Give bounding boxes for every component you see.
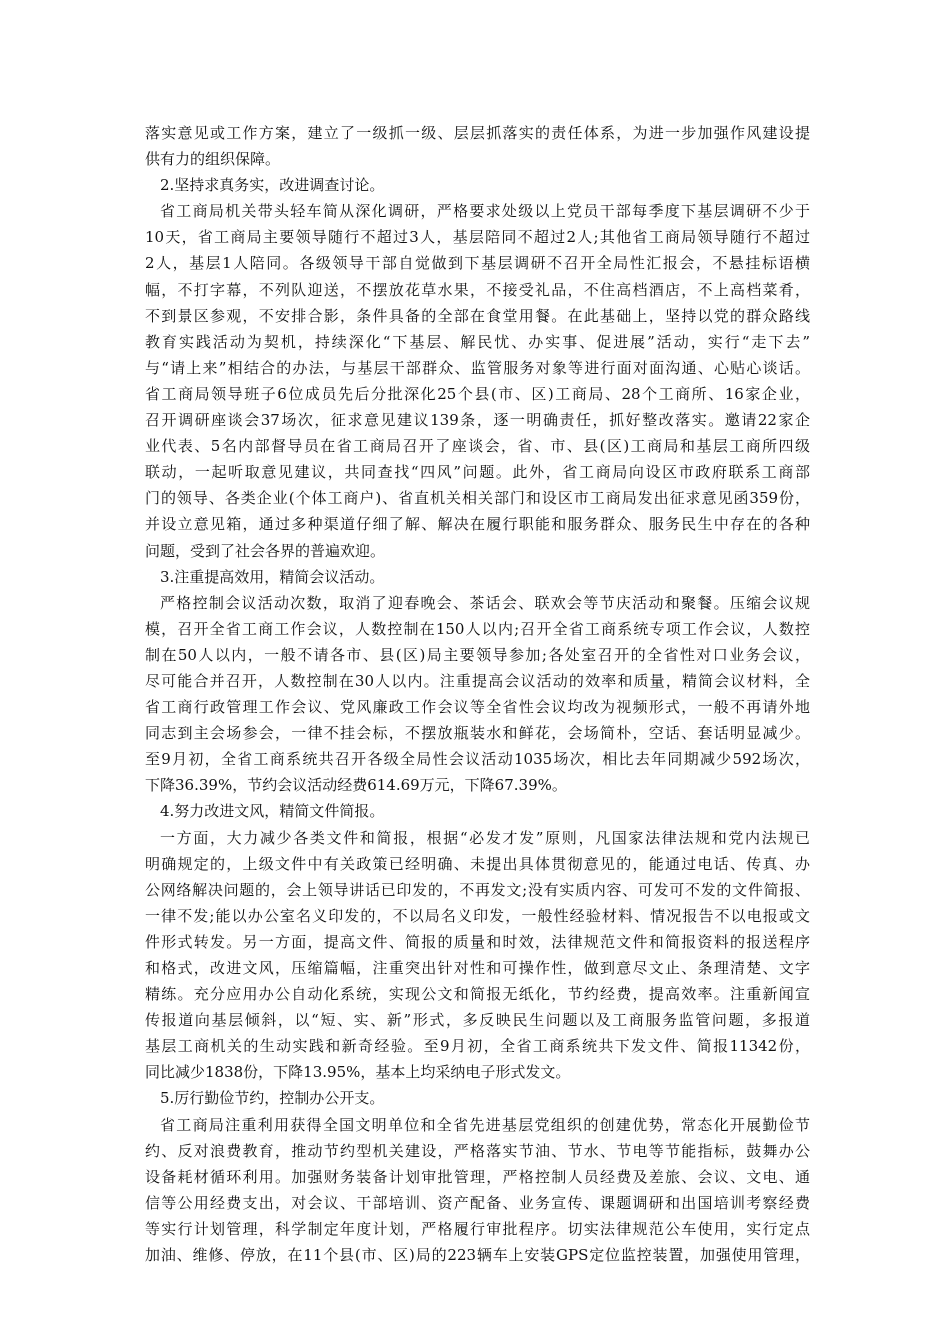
- body-text-line: 教育实践活动为契机，持续深化“下基层、解民忧、办实事、促进展”活动，实行“走下去”: [145, 332, 810, 351]
- paragraph-last-line: 供有力的组织保障。: [145, 150, 281, 169]
- body-text-line: 并设立意见箱，通过多种渠道仔细了解、解决在履行职能和服务群众、服务民生中存在的各种: [145, 515, 810, 534]
- body-text-line: 幅，不打字幕，不列队迎送，不摆放花草水果，不接受礼品，不住高档酒店，不上高档菜肴，: [145, 280, 810, 299]
- paragraph-first-line: 省工商局注重利用获得全国文明单位和全省先进基层党组织的创建优势，常态化开展勤俭节: [160, 1115, 810, 1134]
- paragraph-first-line: 省工商局机关带头轻车简从深化调研，严格要求处级以上党员干部每季度下基层调研不少于: [160, 202, 810, 221]
- body-text-line: 约、反对浪费教育，推动节约型机关建设，严格落实节油、节水、节电等节能指标，鼓舞办公: [145, 1141, 810, 1160]
- section-heading: 3.注重提高效用，精简会议活动。: [160, 567, 385, 586]
- paragraph-last-line: 下降36.39%，节约会议活动经费614.69万元，下降67.39%。: [145, 776, 567, 795]
- body-text-line: 传报道向基层倾斜，以“短、实、新”形式，多反映民生问题以及工商服务监管问题，多报道: [145, 1011, 810, 1030]
- paragraph-last-line: 同比减少1838份，下降13.95%，基本上均采纳电子形式发文。: [145, 1063, 571, 1082]
- section-heading: 2.坚持求真务实，改进调查讨论。: [160, 176, 385, 195]
- section-heading: 4.努力改进文风，精简文件简报。: [160, 802, 385, 821]
- body-text-line: 基层工商机关的生动实践和新奇经验。至9月初，全省工商系统共下发文件、简报11342份，: [145, 1037, 810, 1056]
- body-text-line: 明确规定的，上级文件中有关政策已经明确、未提出具体贯彻意见的，能通过电话、传真、办: [145, 854, 810, 873]
- body-text-line: 精练。充分应用办公自动化系统，实现公文和简报无纸化，节约经费，提高效率。注重新闻宣: [145, 985, 810, 1004]
- body-text-line: 一律不发;能以办公室名义印发的，不以局名义印发，一般性经验材料、情况报告不以电报或文: [145, 906, 810, 925]
- body-text-line: 召开调研座谈会37场次，征求意见建议139条，逐一明确责任，抓好整改落实。邀请22家企: [145, 411, 810, 430]
- body-text-line: 件形式转发。另一方面，提高文件、简报的质量和时效，法律规范文件和简报资料的报送程序: [145, 932, 810, 951]
- document-page: [145, 120, 810, 1268]
- body-text-line: 加油、维修、停放，在11个县(市、区)局的223辆车上安装GPS定位监控装置，加强使用管理，: [145, 1246, 810, 1265]
- body-text-line: 制在50人以内，一般不请各市、县(区)局主要领导参加;各处室召开的全省性对口业务会议，: [145, 645, 810, 664]
- body-text-line: 等实行计划管理，科学制定年度计划，严格履行审批程序。切实法律规范公车使用，实行定点: [145, 1219, 810, 1238]
- body-text-line: 尽可能合并召开，人数控制在30人以内。注重提高会议活动的效率和质量，精简会议材料，全: [145, 671, 810, 690]
- body-text-line: 省工商局领导班子6位成员先后分批深化25个县(市、区)工商局、28个工商所、16家企业，: [145, 384, 810, 403]
- paragraph-first-line: 严格控制会议活动次数，取消了迎春晚会、茶话会、联欢会等节庆活动和聚餐。压缩会议规: [160, 593, 810, 612]
- body-text-line: 公网络解决问题的，会上领导讲话已印发的，不再发文;没有实质内容、可发可不发的文件简报、: [145, 880, 810, 899]
- body-text-line: 业代表、5名内部督导员在省工商局召开了座谈会，省、市、县(区)工商局和基层工商所四级: [145, 437, 810, 456]
- section-heading: 5.厉行勤俭节约，控制办公开支。: [160, 1089, 385, 1108]
- body-text-line: 至9月初，全省工商系统共召开各级全局性会议活动1035场次，相比去年同期减少592场次，: [145, 750, 810, 769]
- body-text-line: 和格式，改进文风，压缩篇幅，注重突出针对性和可操作性，做到意尽文止、条理清楚、文字: [145, 959, 810, 977]
- body-text-line: 模，召开全省工商工作会议，人数控制在150人以内;召开全省工商系统专项工作会议，人数控: [145, 619, 810, 638]
- paragraph-first-line: 一方面，大力减少各类文件和简报，根据“必发才发”原则，凡国家法律法规和党内法规已: [160, 828, 810, 847]
- body-text-line: 2人，基层1人陪同。各级领导干部自觉做到下基层调研不召开全局性汇报会，不悬挂标语横: [145, 254, 810, 273]
- paragraph-last-line: 问题，受到了社会各界的普遍欢迎。: [145, 541, 386, 560]
- body-text-line: 落实意见或工作方案，建立了一级抓一级、层层抓落实的责任体系，为进一步加强作风建设提: [145, 124, 810, 142]
- body-text-line: 联动，一起听取意见建议，共同查找“四风”问题。此外，省工商局向设区市政府联系工商部: [145, 463, 810, 482]
- body-text-line: 与“请上来”相结合的办法，与基层干部群众、监管服务对象等进行面对面沟通、心贴心谈话。: [145, 358, 810, 377]
- body-text-line: 同志到主会场参会，一律不挂会标，不摆放瓶装水和鲜花，会场简朴，空话、套话明显减少。: [145, 724, 810, 743]
- body-text-line: 信等公用经费支出，对会议、干部培训、资产配备、业务宣传、课题调研和出国培训考察经费: [145, 1193, 810, 1212]
- body-text-line: 设备耗材循环利用。加强财务装备计划审批管理，严格控制人员经费及差旅、会议、文电、通: [145, 1167, 810, 1186]
- body-text-line: 10天，省工商局主要领导随行不超过3人，基层陪同不超过2人;其他省工商局领导随行不超过: [145, 228, 810, 247]
- body-text-line: 不到景区参观，不安排合影，条件具备的全部在食堂用餐。在此基础上，坚持以党的群众路线: [145, 306, 810, 325]
- body-text-line: 省工商行政管理工作会议、党风廉政工作会议等全省性会议均改为视频形式，一般不再请外地: [145, 698, 810, 717]
- body-text-line: 门的领导、各类企业(个体工商户)、省直机关相关部门和设区市工商局发出征求意见函359份，: [145, 489, 810, 508]
